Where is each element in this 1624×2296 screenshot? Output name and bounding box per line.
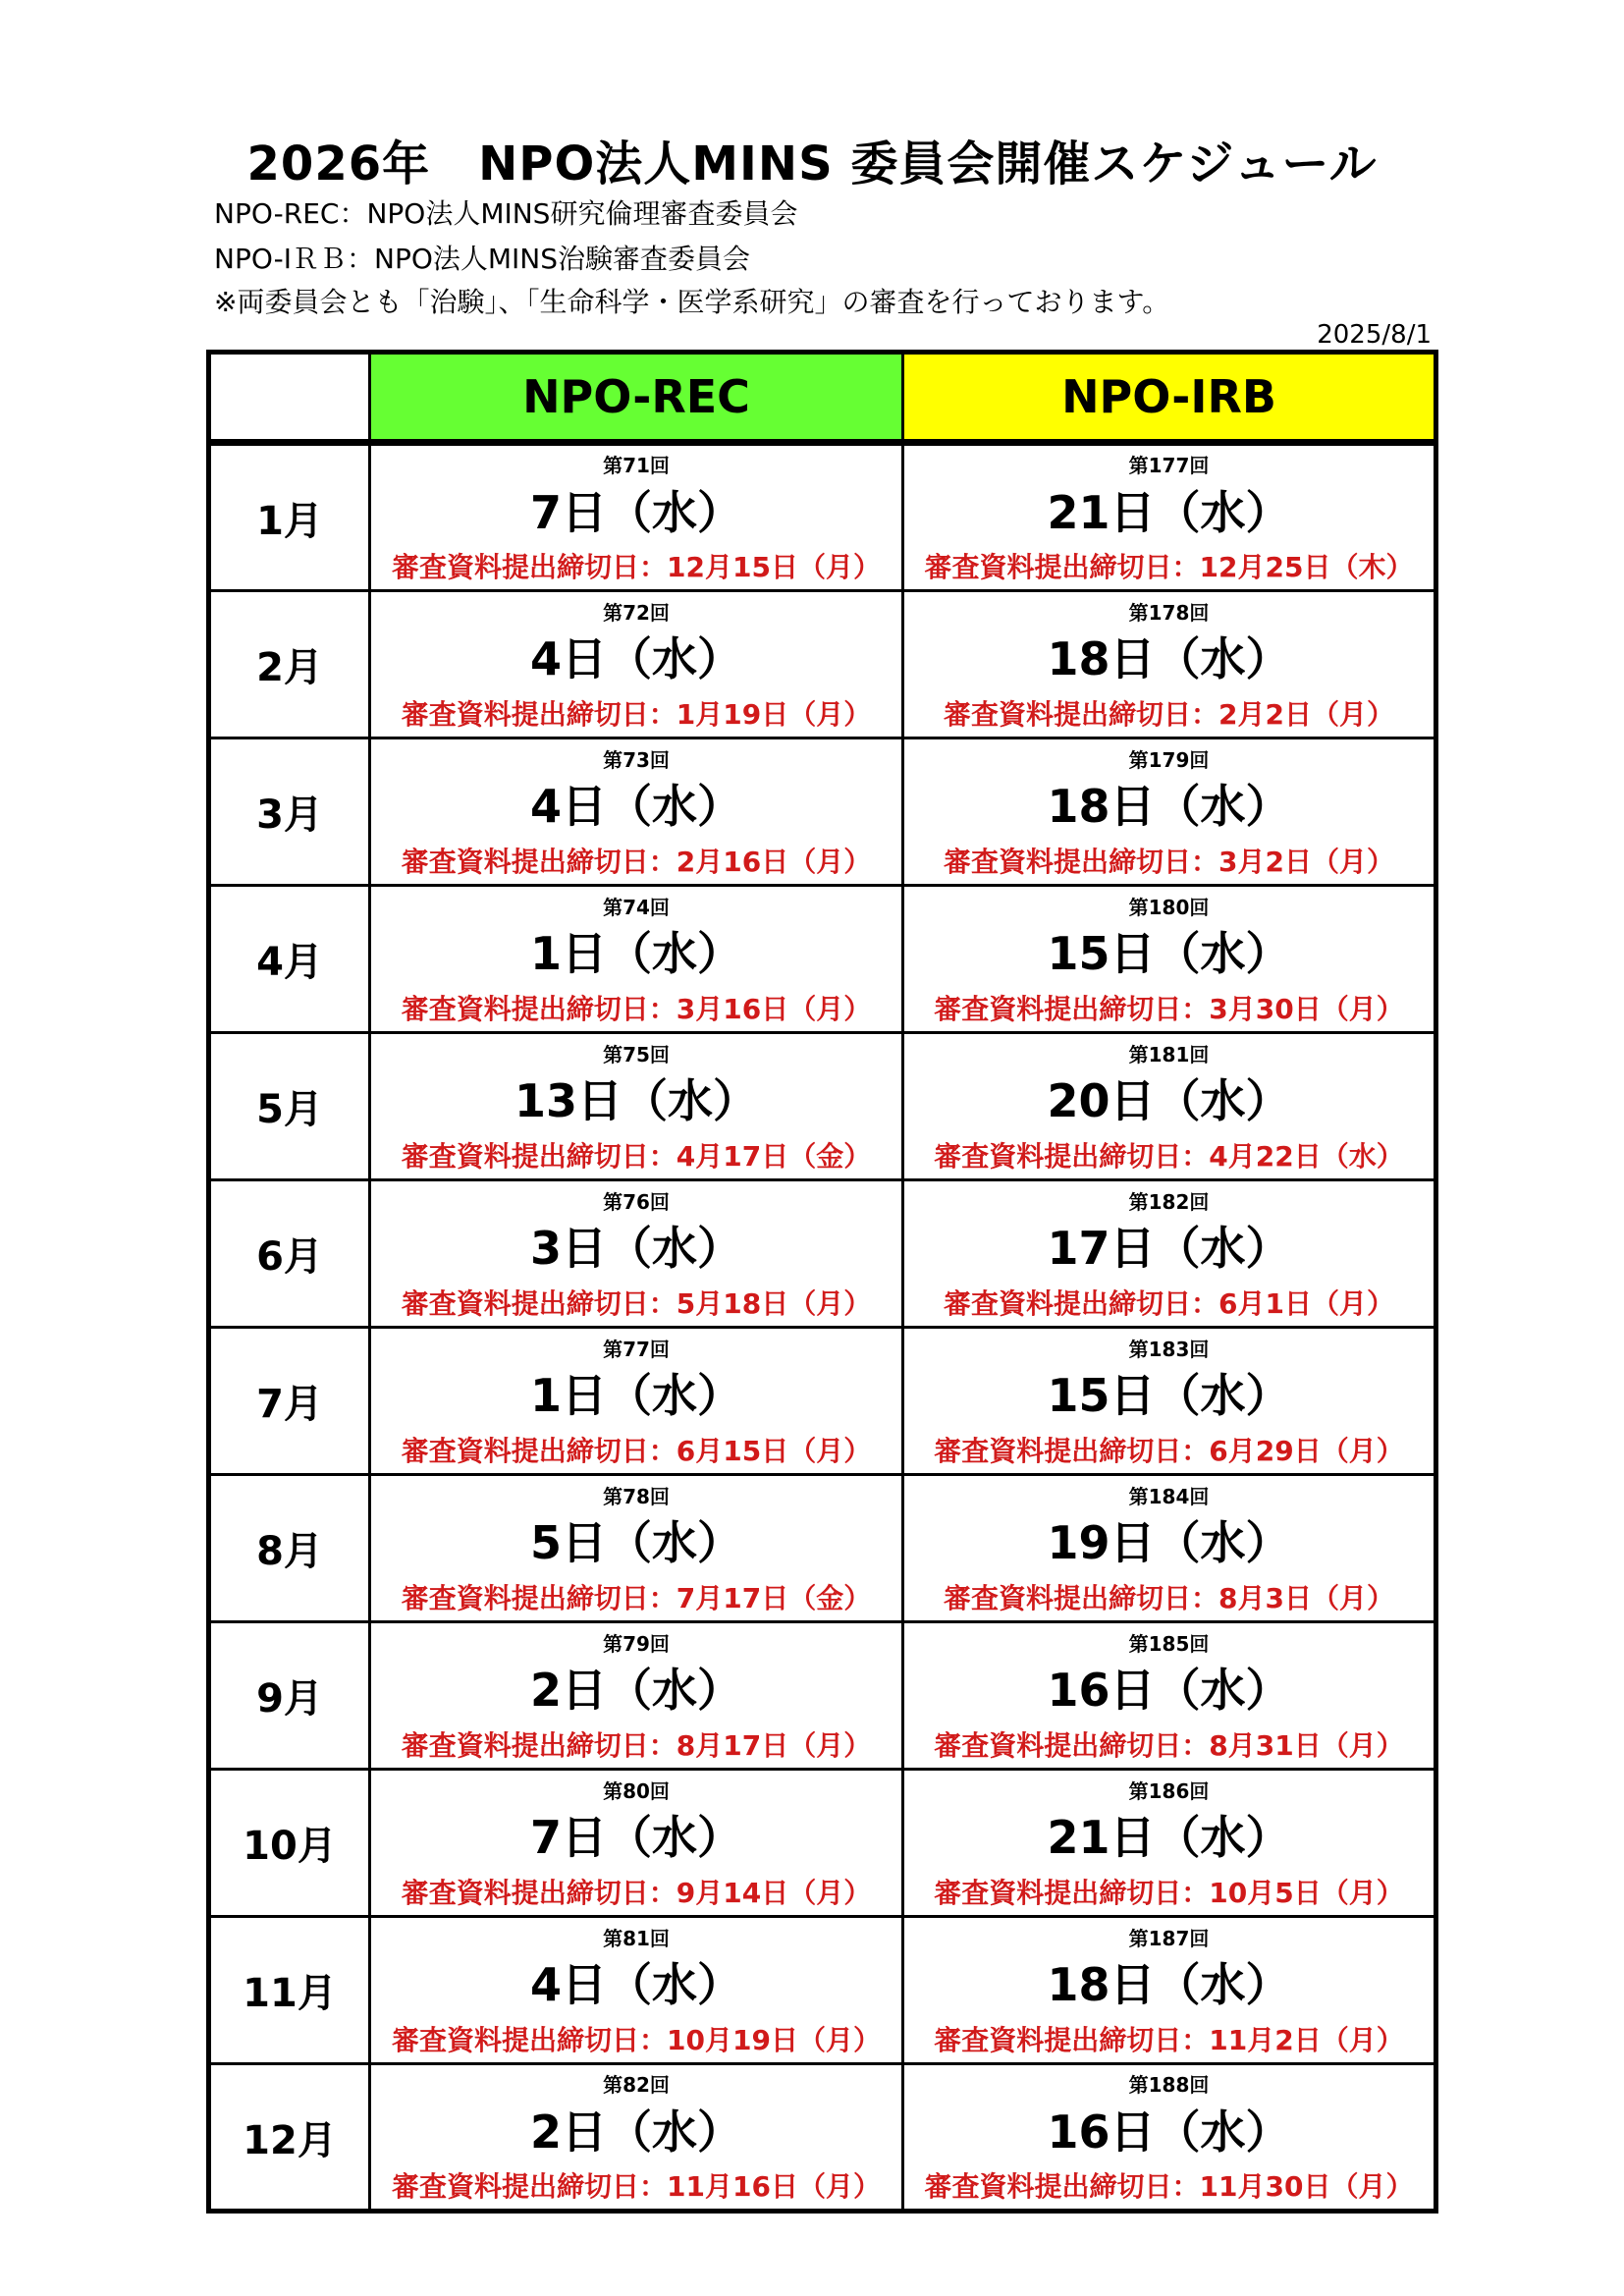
rec-meeting-round: 第74回	[603, 895, 670, 919]
rec-meeting-cell	[370, 1622, 903, 1770]
month-cell: 9月	[209, 1622, 370, 1770]
irb-meeting-day: 18日（水）	[1047, 1958, 1291, 2011]
irb-submission-deadline: 審査資料提出締切日：2月2日（月）	[944, 697, 1394, 731]
irb-meeting-cell	[903, 2064, 1436, 2212]
rec-submission-deadline: 審査資料提出締切日：4月17日（金）	[401, 1139, 872, 1173]
rec-meeting-cell	[370, 1475, 903, 1622]
table-row	[209, 1622, 1436, 1770]
month-cell: 7月	[209, 1328, 370, 1475]
irb-submission-deadline: 審査資料提出締切日：3月30日（月）	[934, 992, 1404, 1025]
irb-meeting-day: 20日（水）	[1047, 1074, 1291, 1127]
rec-meeting-cell	[370, 1917, 903, 2064]
rec-submission-deadline: 審査資料提出締切日：1月19日（月）	[401, 697, 872, 731]
irb-meeting-round: 第179回	[1128, 747, 1210, 772]
month-cell: 12月	[209, 2064, 370, 2212]
irb-meeting-round: 第182回	[1128, 1189, 1210, 1214]
table-row	[209, 1180, 1436, 1328]
irb-submission-deadline: 審査資料提出締切日：3月2日（月）	[944, 845, 1394, 878]
table-row	[209, 1770, 1436, 1917]
rec-meeting-round: 第76回	[603, 1189, 670, 1214]
rec-meeting-round: 第72回	[603, 600, 670, 625]
rec-meeting-day: 3日（水）	[529, 1222, 742, 1275]
irb-meeting-cell	[903, 1917, 1436, 2064]
rec-submission-deadline: 審査資料提出締切日：9月14日（月）	[401, 1876, 872, 1909]
irb-header: NPO-IRB	[903, 353, 1436, 443]
irb-meeting-cell	[903, 591, 1436, 738]
month-cell: 4月	[209, 886, 370, 1033]
rec-meeting-day: 7日（水）	[529, 1811, 742, 1864]
irb-meeting-cell	[903, 886, 1436, 1033]
irb-meeting-round: 第180回	[1128, 895, 1210, 919]
rec-meeting-day: 7日（水）	[529, 485, 742, 539]
rec-meeting-cell	[370, 886, 903, 1033]
rec-meeting-round: 第77回	[603, 1337, 670, 1361]
irb-meeting-cell	[903, 738, 1436, 886]
irb-meeting-day: 15日（水）	[1047, 1369, 1291, 1422]
irb-meeting-cell	[903, 1622, 1436, 1770]
rec-meeting-day: 2日（水）	[529, 2105, 742, 2159]
irb-meeting-round: 第178回	[1128, 600, 1210, 625]
irb-submission-deadline: 審査資料提出締切日：11月2日（月）	[934, 2023, 1404, 2056]
issue-date: 2025/8/1	[1317, 320, 1432, 350]
month-cell: 5月	[209, 1033, 370, 1180]
irb-meeting-round: 第186回	[1128, 1778, 1210, 1803]
irb-meeting-day: 21日（水）	[1047, 1811, 1291, 1864]
irb-meeting-round: 第188回	[1128, 2073, 1210, 2097]
irb-meeting-round: 第184回	[1128, 1484, 1210, 1508]
irb-submission-deadline: 審査資料提出締切日：10月5日（月）	[934, 1876, 1404, 1909]
irb-submission-deadline: 審査資料提出締切日：8月3日（月）	[944, 1581, 1394, 1614]
irb-meeting-cell	[903, 443, 1436, 591]
irb-submission-deadline: 審査資料提出締切日：12月25日（木）	[924, 551, 1414, 583]
rec-meeting-round: 第73回	[603, 747, 670, 772]
schedule-table	[206, 350, 1438, 2214]
table-row	[209, 738, 1436, 886]
rec-meeting-day: 4日（水）	[529, 1958, 742, 2011]
irb-meeting-day: 16日（水）	[1047, 1664, 1291, 1717]
rec-header: NPO-REC	[370, 353, 903, 443]
rec-meeting-cell	[370, 1328, 903, 1475]
irb-submission-deadline: 審査資料提出締切日：8月31日（月）	[934, 1728, 1404, 1762]
irb-submission-deadline: 審査資料提出締切日：6月29日（月）	[934, 1434, 1404, 1467]
header-row	[209, 353, 1436, 443]
rec-submission-deadline: 審査資料提出締切日：2月16日（月）	[401, 845, 872, 878]
irb-meeting-cell	[903, 1328, 1436, 1475]
table-row	[209, 443, 1436, 591]
table-row	[209, 2064, 1436, 2212]
rec-submission-deadline: 審査資料提出締切日：11月16日（月）	[392, 2170, 881, 2203]
irb-meeting-round: 第181回	[1128, 1042, 1210, 1066]
irb-meeting-round: 第177回	[1128, 454, 1210, 477]
irb-meeting-round: 第185回	[1128, 1631, 1210, 1656]
irb-submission-deadline: 審査資料提出締切日：4月22日（水）	[934, 1139, 1404, 1173]
rec-meeting-cell	[370, 591, 903, 738]
rec-submission-deadline: 審査資料提出締切日：5月18日（月）	[401, 1286, 872, 1320]
rec-submission-deadline: 審査資料提出締切日：10月19日（月）	[392, 2023, 881, 2056]
table-row	[209, 1033, 1436, 1180]
rec-meeting-day: 4日（水）	[529, 632, 742, 685]
rec-meeting-cell	[370, 2064, 903, 2212]
table-row	[209, 1475, 1436, 1622]
table-row	[209, 1328, 1436, 1475]
rec-meeting-round: 第79回	[603, 1631, 670, 1656]
irb-meeting-day: 18日（水）	[1047, 780, 1291, 833]
irb-meeting-round: 第187回	[1128, 1926, 1210, 1950]
rec-meeting-cell	[370, 443, 903, 591]
irb-submission-deadline: 審査資料提出締切日：11月30日（月）	[924, 2170, 1414, 2203]
irb-meeting-day: 21日（水）	[1047, 485, 1291, 539]
rec-meeting-round: 第82回	[603, 2073, 670, 2097]
note-review-scope: ※両委員会とも「治験」、「生命科学・医学系研究」の審査を行っております。	[214, 286, 1170, 318]
rec-meeting-day: 1日（水）	[529, 927, 742, 980]
rec-meeting-round: 第75回	[603, 1042, 670, 1066]
rec-meeting-cell	[370, 738, 903, 886]
rec-meeting-day: 4日（水）	[529, 780, 742, 833]
rec-meeting-cell	[370, 1033, 903, 1180]
rec-meeting-cell	[370, 1770, 903, 1917]
month-header	[209, 353, 370, 443]
month-cell: 8月	[209, 1475, 370, 1622]
irb-meeting-cell	[903, 1475, 1436, 1622]
irb-submission-deadline: 審査資料提出締切日：6月1日（月）	[944, 1286, 1394, 1320]
rec-meeting-round: 第80回	[603, 1778, 670, 1803]
irb-meeting-cell	[903, 1180, 1436, 1328]
table-row	[209, 1917, 1436, 2064]
irb-meeting-round: 第183回	[1128, 1337, 1210, 1361]
table-row	[209, 886, 1436, 1033]
rec-meeting-round: 第71回	[603, 454, 670, 477]
rec-meeting-round: 第81回	[603, 1926, 670, 1950]
rec-meeting-day: 2日（水）	[529, 1664, 742, 1717]
irb-meeting-day: 17日（水）	[1047, 1222, 1291, 1275]
irb-meeting-cell	[903, 1033, 1436, 1180]
month-cell: 2月	[209, 591, 370, 738]
rec-meeting-day: 1日（水）	[529, 1369, 742, 1422]
table-row	[209, 591, 1436, 738]
rec-submission-deadline: 審査資料提出締切日：7月17日（金）	[401, 1581, 872, 1614]
page-title: 2026年 NPO法人MINS 委員会開催スケジュール	[246, 137, 1378, 191]
rec-submission-deadline: 審査資料提出締切日：12月15日（月）	[392, 551, 881, 583]
rec-meeting-cell	[370, 1180, 903, 1328]
irb-meeting-day: 19日（水）	[1047, 1516, 1291, 1569]
month-cell: 11月	[209, 1917, 370, 2064]
rec-submission-deadline: 審査資料提出締切日：8月17日（月）	[401, 1728, 872, 1762]
month-cell: 1月	[209, 443, 370, 591]
rec-meeting-round: 第78回	[603, 1484, 670, 1508]
irb-meeting-day: 18日（水）	[1047, 632, 1291, 685]
rec-meeting-day: 13日（水）	[514, 1074, 758, 1127]
month-cell: 6月	[209, 1180, 370, 1328]
note-irb-definition: NPO-IＲＢ：NPO法人MINS治験審査委員会	[214, 243, 751, 275]
irb-meeting-day: 16日（水）	[1047, 2105, 1291, 2159]
irb-meeting-cell	[903, 1770, 1436, 1917]
irb-meeting-day: 15日（水）	[1047, 927, 1291, 980]
rec-submission-deadline: 審査資料提出締切日：3月16日（月）	[401, 992, 872, 1025]
rec-submission-deadline: 審査資料提出締切日：6月15日（月）	[401, 1434, 872, 1467]
rec-meeting-day: 5日（水）	[529, 1516, 742, 1569]
month-cell: 3月	[209, 738, 370, 886]
month-cell: 10月	[209, 1770, 370, 1917]
note-rec-definition: NPO-REC：NPO法人MINS研究倫理審査委員会	[214, 197, 798, 230]
